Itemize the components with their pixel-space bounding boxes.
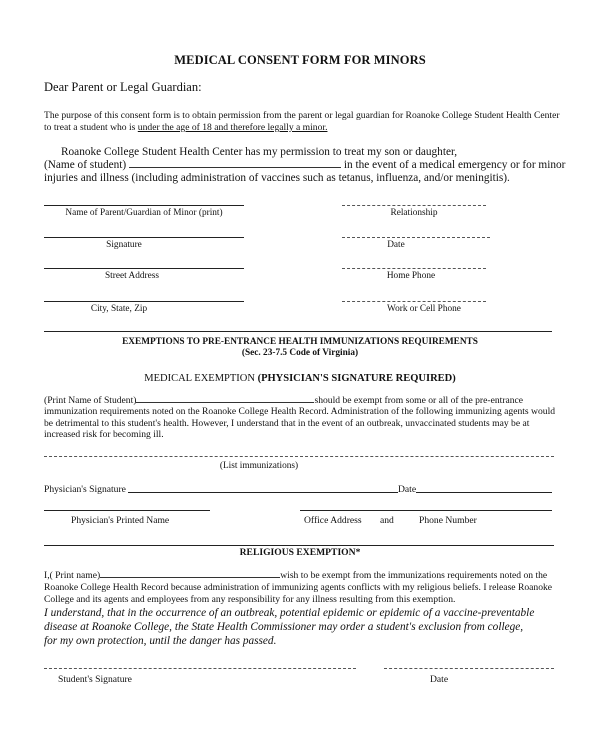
physician-signature-label: Physician's Signature — [44, 484, 126, 495]
work-phone-label: Work or Cell Phone — [387, 304, 461, 314]
physician-date-line[interactable] — [416, 492, 552, 493]
physician-date-label: Date — [398, 484, 417, 495]
medical-line-4: increased risk for becoming ill. — [44, 429, 164, 440]
religious-heading: RELIGIOUS EXEMPTION* — [239, 547, 361, 558]
religious-line-1: I,( Print name) wish to be exempt from the immunizations requirements noted on the — [44, 570, 548, 581]
street-address-label: Street Address — [105, 271, 159, 281]
purpose-text: to treat a student who is — [44, 122, 138, 133]
permission-line-3: injuries and illness (including administration of vaccines such as tetanus, influenza, and/or meningitis). — [44, 172, 510, 184]
religious-line-2: Roanoke College Health Record because administration of immunizing agents conflicts with my religious beliefs. I release Roanoke — [44, 582, 553, 593]
student-date-label: Date — [430, 674, 449, 685]
form-title: MEDICAL CONSENT FORM FOR MINORS — [174, 53, 426, 67]
purpose-line-2 — [44, 122, 327, 134]
office-address-label: Office Address — [304, 515, 362, 526]
immunizations-line[interactable] — [44, 456, 554, 457]
physician-signature-line[interactable] — [128, 492, 398, 493]
purpose-underlined: under the age of 18 and therefore legally a minor. — [137, 122, 328, 133]
phone-number-label: Phone Number — [419, 515, 477, 526]
physician-contact-line[interactable] — [300, 510, 552, 511]
street-address-line[interactable] — [44, 268, 244, 269]
guardian-name-line[interactable] — [44, 205, 244, 206]
religious-line-5: disease at Roanoke College, the State Health Commissioner may order a student's exclusion from college, — [44, 621, 524, 633]
and-label: and — [380, 515, 394, 526]
purpose-line-1: The purpose of this consent form is to obtain permission from the parent or legal guardian for Roanoke College Student Health Center — [44, 110, 560, 121]
permission-line-2: (Name of student) in the event of a medical emergency or for minor — [44, 159, 566, 171]
section-divider — [44, 331, 552, 332]
student-signature-label: Student's Signature — [58, 674, 132, 685]
medical-exemption-heading: MEDICAL EXEMPTION (PHYSICIAN'S SIGNATURE REQUIRED) — [144, 373, 456, 384]
date-line[interactable] — [342, 237, 490, 238]
permission-line-1: Roanoke College Student Health Center has my permission to treat my son or daughter, — [61, 146, 458, 158]
physician-printed-name-label: Physician's Printed Name — [71, 515, 170, 526]
signature-line[interactable] — [44, 237, 244, 238]
religious-divider — [44, 545, 554, 546]
print-name-field[interactable] — [136, 401, 314, 403]
city-state-zip-line[interactable] — [44, 301, 244, 302]
relationship-line[interactable] — [342, 205, 486, 206]
religious-print-name-field[interactable] — [100, 576, 280, 578]
exemptions-code: (Sec. 23-7.5 Code of Virginia) — [241, 348, 359, 358]
student-date-line[interactable] — [384, 668, 554, 669]
relationship-label: Relationship — [390, 208, 438, 218]
city-state-zip-label: City, State, Zip — [90, 304, 148, 314]
work-phone-line[interactable] — [342, 301, 486, 302]
exemptions-heading: EXEMPTIONS TO PRE-ENTRANCE HEALTH IMMUNIZATIONS REQUIREMENTS — [122, 337, 478, 347]
immunizations-label: (List immunizations) — [219, 461, 299, 471]
salutation: Dear Parent or Legal Guardian: — [44, 80, 202, 94]
religious-line-6: for my own protection, until the danger has passed. — [44, 635, 277, 647]
medical-line-3: be detrimental to this student's health. However, I understand that in the event of an outbreak, unvaccinated students may be at — [44, 418, 530, 429]
student-name-field[interactable] — [129, 166, 341, 168]
medical-line-1: (Print Name of Student) should be exempt from some or all of the pre-entrance — [44, 395, 524, 406]
student-signature-line[interactable] — [44, 668, 356, 669]
religious-line-3: College and its agents and employees from any responsibility for any illness resulting from this exemption. — [44, 594, 456, 605]
home-phone-label: Home Phone — [386, 271, 436, 281]
guardian-name-label: Name of Parent/Guardian of Minor (print) — [65, 208, 223, 218]
religious-line-4: I understand, that in the occurrence of an outbreak, potential epidemic or epidemic of a vaccine-preventable — [44, 607, 535, 619]
date-label: Date — [387, 240, 405, 250]
medical-line-2: immunization requirements noted on the Roanoke College Health Record. Administration of the following immunizing agents would — [44, 406, 556, 417]
physician-printed-name-line[interactable] — [44, 510, 210, 511]
home-phone-line[interactable] — [342, 268, 486, 269]
signature-label: Signature — [106, 240, 142, 250]
